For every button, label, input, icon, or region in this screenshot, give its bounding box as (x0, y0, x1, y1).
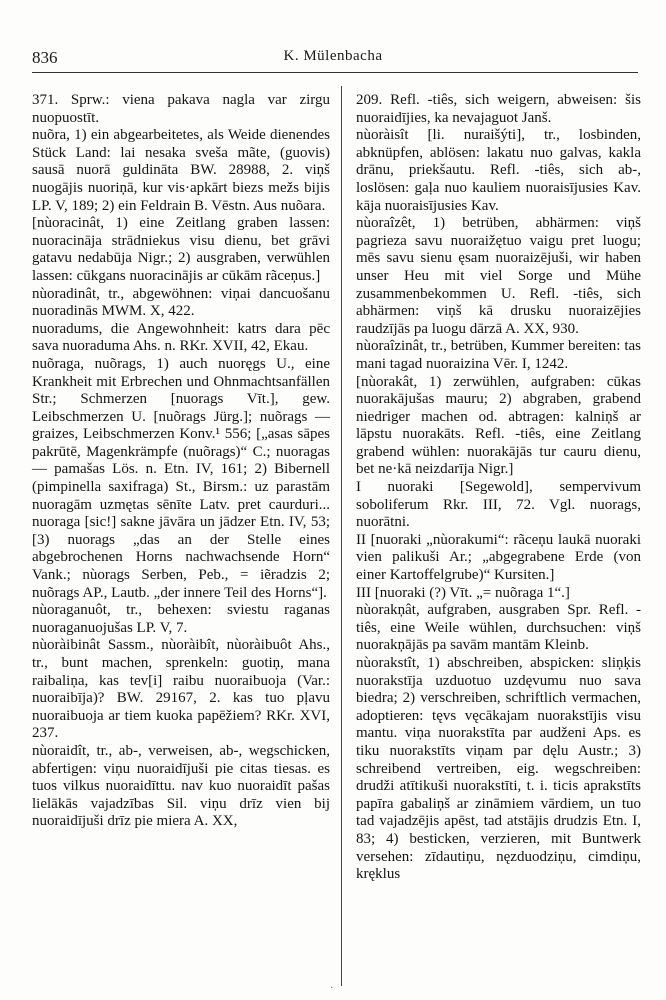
running-title: K. Mülenbacha (283, 48, 383, 64)
entry: nuõra, 1) ein abgearbeitetes, als Weide dienendes Stück Land: lai nesaka sveša mãte, (guovis) sausā nuorā guldināta BW. 28988, 2. viņš nuogājis nuoriņā, kur vis·apkārt biezs mežs bijis LP. V, 189; 2) ein Feldrain B. Vēstn. Aus nuõara. (32, 127, 330, 214)
column-divider (341, 86, 342, 986)
entry: nùoràibinât Sassm., nùoràibît, nùoràibuôt Ahs., tr., bunt machen, sprenkeln: guotiņ, mana raibaliņa, kas tev[i] raibu nuoraibuoja (Var.: nuoraibīja)? BW. 29167, 2. kas tuo pļavu nuoraibuoja ar tiem kuoka papēžiem? RKr. XVI, 237. (32, 637, 330, 742)
entry: 371. Sprw.: viena pakava nagla var zirgu nuopuostīt. (32, 92, 330, 126)
page-number: 836 (32, 48, 58, 67)
right-column (356, 92, 641, 884)
entry: II [nuoraki „nùorakumi“: rãceņu laukā nuoraki vien palikuši Ar.; „abgegrabene Erde (von einer Kartoffelgrube)“ Kursiten.] (356, 531, 641, 584)
entry: nuoradums, die Angewohnheit: katrs dara pēc sava nuoraduma Ahs. n. RKr. XVII, 42, Ekau. (32, 320, 330, 355)
entry: I nuoraki [Segewold], sempervivum soboliferum Rkr. III, 72. Vgl. nuorags, nuorātni. (356, 479, 641, 531)
entry: [nùorakât, 1) zerwühlen, aufgraben: cūkas nuorakājušas mauru; 2) abgraben, grabend niedriger machen od. abtragen: kalniņš ar lāpstu nuorakāts. Refl. -tiês, eine Zeitlang grabend wühlen: nuorakājās tur cauru dienu, bet ne·kā neizdarīja Nigr.] (356, 373, 641, 478)
entry: nùoràisît [li. nuraišýti], tr., losbinden, abknüpfen, ablösen: lakatu nuo galvas, kakla drānu, priekšautu. Refl. -tiês, sich ab-, loslösen: gaļa nuo kauliem nuoraisījusies Kav. kāja nuoraisījusies Kav. (356, 127, 641, 214)
entry: nùoraganuôt, tr., behexen: sviestu raganas nuoraganuojušas LP. V, 7. (32, 602, 330, 636)
entry: nùorakņât, aufgraben, ausgraben Spr. Refl. -tiês, eine Weile wühlen, durchsuchen: viņš nuorakņājās pa savām mantām Kleinb. (356, 602, 641, 654)
entry: [nùoracinât, 1) eine Zeitlang graben lassen: nuoracināja strādniekus visu dienu, bet grāvi gatavu nedabūja Nigr.; 2) ausgraben, verwühlen lassen: cūkgans nuoracinājis ar cūkām rãceņus.] (32, 215, 330, 284)
entry: nùoraidît, tr., ab-, verweisen, ab-, wegschicken, abfertigen: viņu nuoraidījuši pie citas tiesas. es tuos vilkus nuoraidīttu. nav kuo nuoraidīt pašas lielākās vajadzības Sil. viņu drīz vien bij nuoraidījuši drīz pie miera A. XX, (32, 742, 330, 830)
entry: nùorakstît, 1) abschreiben, abspicken: sliņķis nuorakstīja uzduotuo uzdęvumu nuo sava biedra; 2) verschreiben, schriftlich vermachen, adoptieren: tęvs vęcākajam nuorakstījis visu mantu. viņa nuorakstīta par audženi Aps. es tiku nuorakstīts viņam par dęlu Austr.; 3) schreibend vertreiben, eig. wegschreiben: drudži atītikuši nuorakstīti, t. i. ticis aprakstīts papīra gabaliņš ar zināmiem vārdiem, un tuo tad vajadzējis apēst, tad atstājis drudzis Etn. I, 83; 4) besticken, verzieren, mit Buntwerk versehen: zīdautiņu, nęzduodziņu, cimdiņu, kręklus (356, 655, 641, 883)
left-column (32, 92, 330, 831)
page-mark: · (330, 983, 334, 994)
header-rule (32, 72, 638, 73)
entry: III [nuoraki (?) Vīt. „= nuõraga 1“.] (356, 584, 570, 601)
entry: nuõraga, nuõrags, 1) auch nuoręgs U., eine Krankheit mit Erbrechen und Ohnmachtsanfällen Str.; Schmerzen [nuorags Vīt.], gew. Leibschmerzen U. [nuõrags Jürg.]; nuõrags — graizes, Leibschmerzen Konv.¹ 556; [„asas sāpes pakrūtē, Magenkrämpfe (nuõrags)“ C.; nuoragas — pamašas Lös. n. Etn. IV, 161; 2) Bibernell (pimpinella saxifraga) St., Birsm.: uz parastām nuoragām uzmętas sēnīte Latv. pret caurduri... nuoraga [sic!] sakne jāvāra un jādzer Etn. IV, 53; [3) nuorags „das an der Stelle eines abgebrochenen Horns nachwachsende Horn“ Vank.; nùorags Serben, Peb., = iẽradzis 2; nuõrags AP., Lautb. „der innere Teil des Horns“]. (32, 355, 330, 601)
entry: 209. Refl. -tiês, sich weigern, abweisen: šis nuoraidījies, ka nevajaguot Janš. (356, 92, 641, 126)
entry: nùoraîzinât, tr., betrüben, Kummer bereiten: tas mani tagad nuoraizina Vēr. I, 1242. (356, 338, 641, 372)
entry: nùoradinât, tr., abgewöhnen: viņai dancuošanu nuoradinās MWM. X, 422. (32, 285, 330, 320)
running-header (30, 48, 636, 70)
entry: nùoraîzêt, 1) betrüben, abhärmen: viņš pagrieza savu nuoraižętuo vaigu pret luogu; mēs savu sienu ęsam nuoraizējuši, wir haben unser Heu mit viel Sorge und Mühe zusammenbekommen U. Refl. -tiês, sich abhärmen: viņš kā drusku nuoraizējies raudzījās pa luogu dārzā A. XX, 930. (356, 215, 641, 337)
